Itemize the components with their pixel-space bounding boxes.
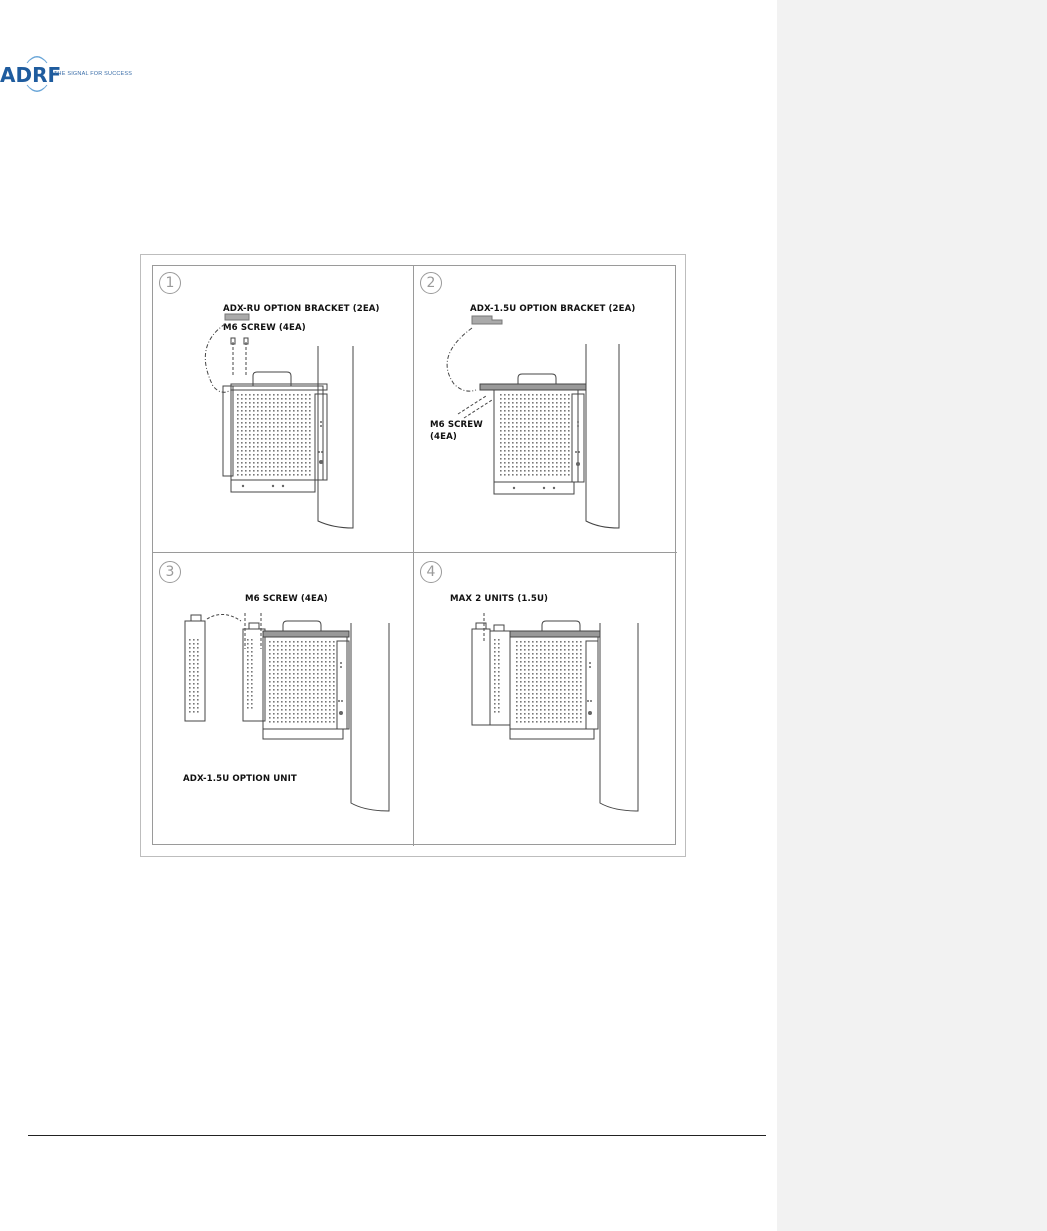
step-number-2: 2 — [420, 272, 442, 294]
figure-panel-1 — [153, 266, 414, 553]
panel2-label-bracket: ADX-1.5U OPTION BRACKET (2EA) — [470, 304, 636, 314]
figure-panel-2 — [414, 266, 677, 553]
panel1-label-screw: M6 SCREW (4EA) — [223, 323, 306, 333]
panel1-drawing — [153, 266, 414, 553]
panel2-drawing — [414, 266, 677, 553]
comment-pane — [777, 0, 1047, 1231]
step-number-1: 1 — [159, 272, 181, 294]
panel3-label-unit: ADX-1.5U OPTION UNIT — [183, 774, 297, 784]
step-number-3: 3 — [159, 561, 181, 583]
panel2-label-screw-qty: (4EA) — [430, 432, 457, 442]
installation-figure — [152, 265, 676, 845]
figure-panel-4 — [414, 553, 677, 846]
logo-tagline: THE SIGNAL FOR SUCCESS — [54, 71, 133, 77]
footer-rule — [28, 1135, 766, 1136]
panel3-label-screw: M6 SCREW (4EA) — [245, 594, 328, 604]
panel4-drawing — [414, 553, 677, 846]
step-number-4: 4 — [420, 561, 442, 583]
panel2-label-screw: M6 SCREW — [430, 420, 483, 430]
logo-text: ADRF — [0, 63, 62, 87]
figure-panel-3 — [153, 553, 414, 846]
panel1-label-bracket: ADX-RU OPTION BRACKET (2EA) — [223, 304, 380, 314]
panel4-label-max-units: MAX 2 UNITS (1.5U) — [450, 594, 549, 604]
adrf-logo — [0, 52, 160, 96]
panel3-drawing — [153, 553, 414, 846]
